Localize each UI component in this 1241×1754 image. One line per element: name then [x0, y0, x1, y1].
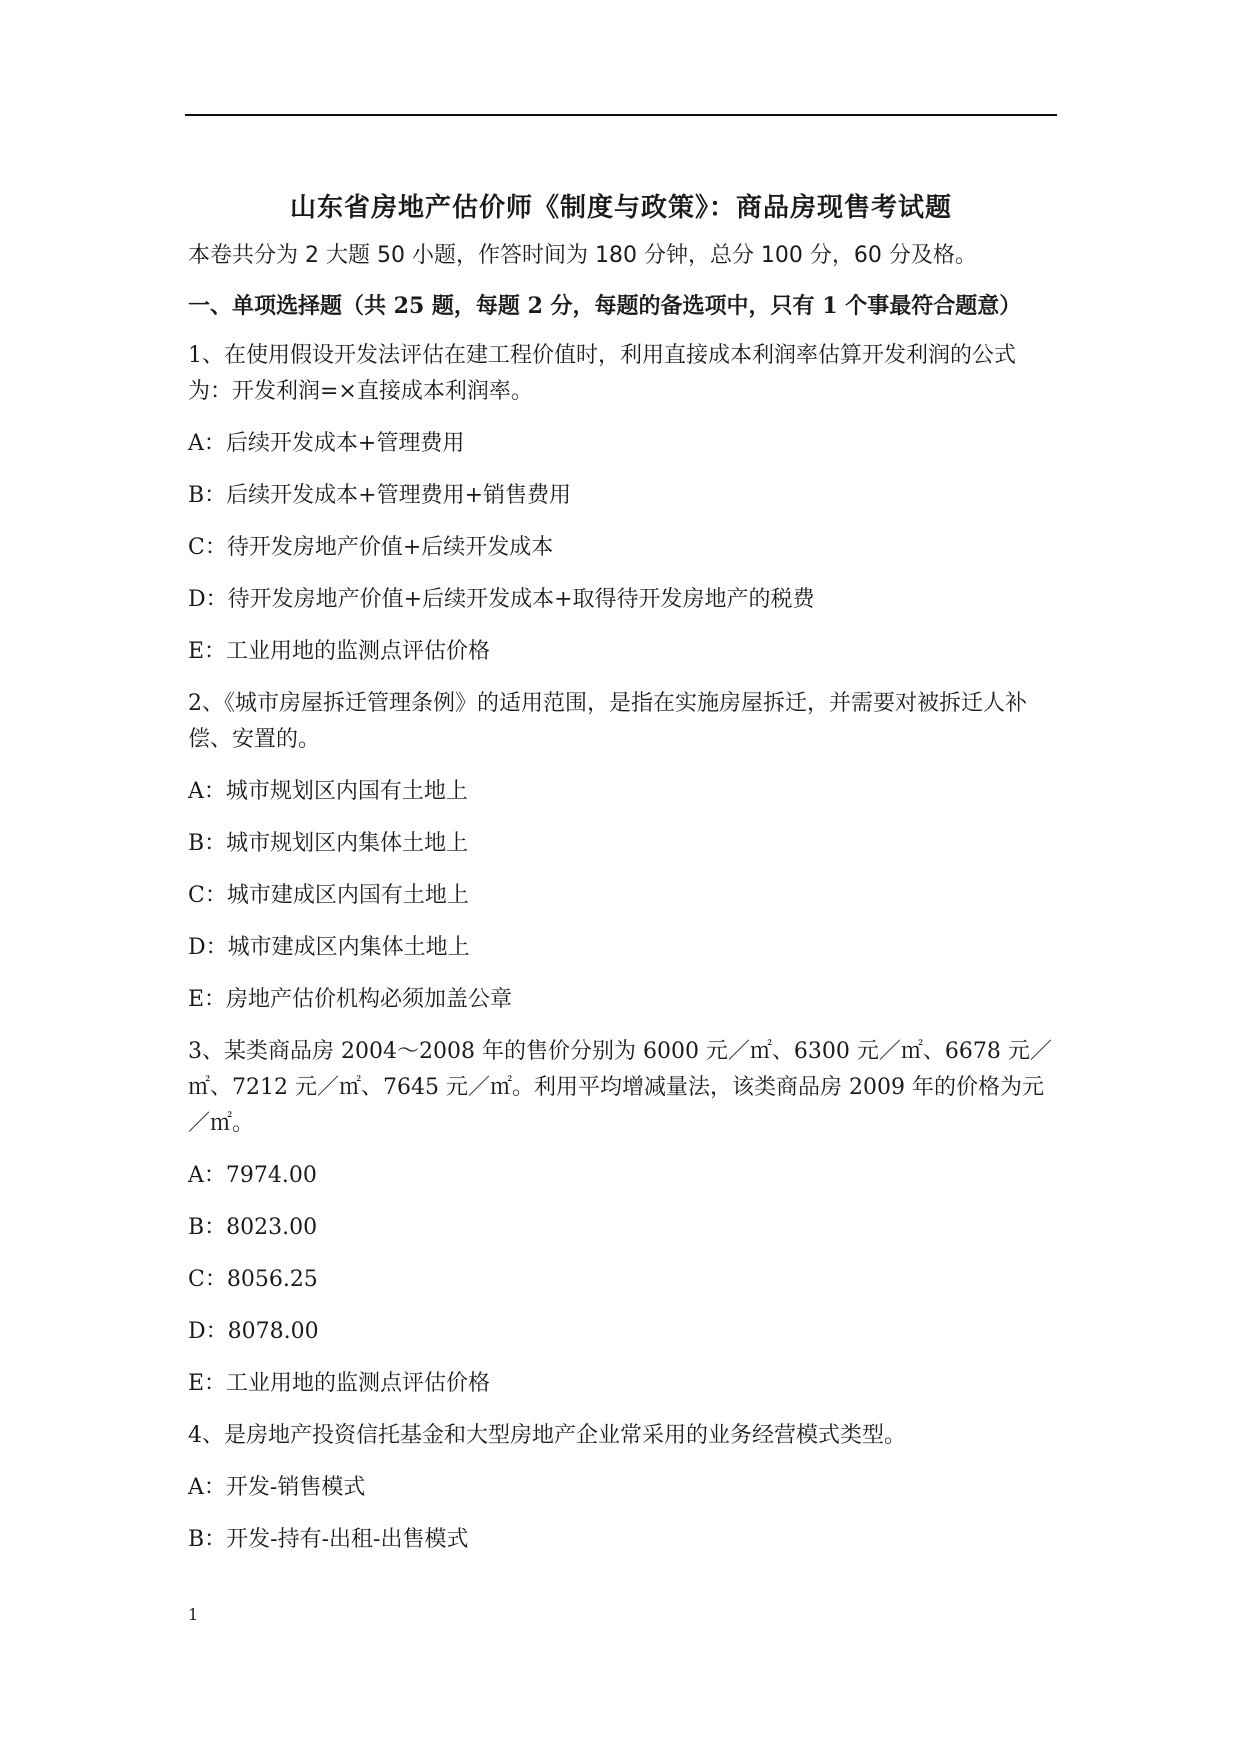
option-c: C：城市建成区内国有土地上	[188, 883, 469, 908]
page-title: 山东省房地产估价师《制度与政策》：商品房现售考试题	[289, 193, 952, 223]
option-c: C：待开发房地产价值+后续开发成本	[188, 535, 554, 560]
option-d: D：待开发房地产价值+后续开发成本+取得待开发房地产的税费	[188, 587, 815, 612]
option-d: D：8078.00	[188, 1319, 319, 1344]
question-stem: 4、是房地产投资信托基金和大型房地产企业常采用的业务经营模式类型。	[188, 1423, 906, 1448]
exam-intro: 本卷共分为 2 大题 50 小题，作答时间为 180 分钟，总分 100 分，60 分及格。	[188, 243, 977, 268]
option-e: E：工业用地的监测点评估价格	[188, 1371, 491, 1396]
option-d: D：城市建成区内集体土地上	[188, 935, 470, 960]
option-a: A：后续开发成本+管理费用	[188, 431, 465, 456]
question-1	[188, 338, 1054, 670]
question-4	[188, 1418, 1054, 1558]
question-2	[188, 686, 1054, 1018]
option-b: B：城市规划区内集体土地上	[188, 831, 469, 856]
option-b: B：后续开发成本+管理费用+销售费用	[188, 483, 572, 508]
question-stem: 2、《城市房屋拆迁管理条例》的适用范围，是指在实施房屋拆迁，并需要对被拆迁人补偿、安置的。	[188, 691, 1027, 752]
document-body	[188, 190, 1054, 1574]
option-b: B：开发-持有-出租-出售模式	[188, 1527, 469, 1552]
option-e: E：房地产估价机构必须加盖公章	[188, 987, 513, 1012]
option-a: A：开发-销售模式	[188, 1475, 366, 1500]
option-b: B：8023.00	[188, 1215, 318, 1240]
option-a: A：7974.00	[188, 1163, 317, 1188]
option-e: E：工业用地的监测点评估价格	[188, 639, 491, 664]
option-c: C：8056.25	[188, 1267, 318, 1292]
question-stem: 3、某类商品房 2004～2008 年的售价分别为 6000 元／㎡、6300 元／㎡、6678 元／㎡、7212 元／㎡、7645 元／㎡。利用平均增减量法，该类商品房 2009 年的价格为元／㎡。	[188, 1039, 1052, 1136]
question-3	[188, 1034, 1054, 1402]
option-a: A：城市规划区内国有土地上	[188, 779, 468, 804]
header-rule	[185, 114, 1057, 116]
question-stem: 1、在使用假设开发法评估在建工程价值时，利用直接成本利润率估算开发利润的公式为：开发利润=×直接成本利润率。	[188, 343, 1016, 404]
section-heading: 一、单项选择题（共 25 题，每题 2 分，每题的备选项中，只有 1 个事最符合题意）	[188, 293, 1022, 319]
page-number: 1	[188, 1605, 199, 1624]
